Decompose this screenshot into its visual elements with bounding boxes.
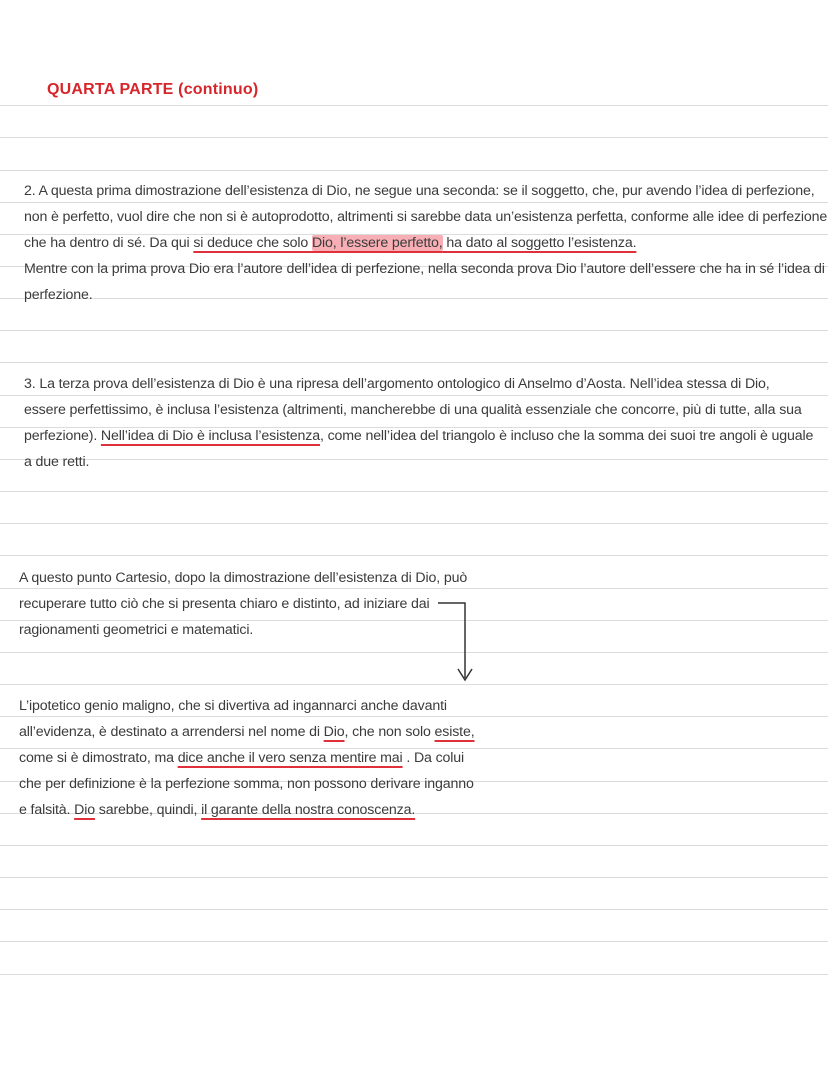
text-line: che per definizione è la perfezione somma, non possono derivare inganno xyxy=(19,776,474,792)
notebook-rule xyxy=(0,105,828,106)
text-span: e falsità. xyxy=(19,802,75,818)
text-line xyxy=(19,797,469,823)
notebook-rule xyxy=(0,555,828,556)
text-span: all’evidenza, è destinato a arrendersi nel nome di xyxy=(19,724,324,740)
notebook-rule xyxy=(0,652,828,653)
paragraph-genio-maligno xyxy=(19,693,475,823)
paragraph-cartesio xyxy=(19,565,469,643)
notebook-rule xyxy=(0,974,828,975)
underlined-text: ha dato al soggetto l’esistenza. xyxy=(442,235,637,251)
down-arrow-icon xyxy=(430,596,480,686)
text-line xyxy=(19,719,475,745)
text-span: , che non solo xyxy=(344,724,435,740)
notebook-rule xyxy=(0,684,828,685)
text-line: L’ipotetico genio maligno, che si divertiva ad ingannarci anche davanti xyxy=(19,698,447,714)
text-span: come si è dimostrato, ma xyxy=(19,750,178,766)
text-line xyxy=(24,423,814,449)
text-line: A questo punto Cartesio, dopo la dimostrazione dell’esistenza di Dio, può xyxy=(19,570,468,586)
notebook-rule xyxy=(0,845,828,846)
notebook-rule xyxy=(0,877,828,878)
highlighted-text: Dio, l’essere perfetto, xyxy=(311,235,443,251)
underlined-text: il garante della nostra conoscenza. xyxy=(201,802,416,818)
text-line xyxy=(24,230,814,256)
underlined-text: si deduce che solo xyxy=(193,235,312,251)
text-line: 3. La terza prova dell’esistenza di Dio è una ripresa dell’argomento ontologico di Anselmo d’Aosta. Nell’idea stessa di Dio, xyxy=(24,376,770,392)
underlined-text: Dio xyxy=(74,802,95,818)
text-line: perfezione. xyxy=(24,287,93,303)
text-line: a due retti. xyxy=(24,454,90,470)
notebook-rule xyxy=(0,491,828,492)
underlined-text: Dio xyxy=(323,724,345,740)
text-span: perfezione). xyxy=(24,428,101,444)
notebook-rule xyxy=(0,330,828,331)
text-line: essere perfettissimo, è inclusa l’esistenza (altrimenti, mancherebbe di una qualità essenziale che concorre, più di tutte, alla sua xyxy=(24,402,802,418)
text-line xyxy=(19,745,469,771)
page-title: QUARTA PARTE (continuo) xyxy=(47,81,259,98)
paragraph-second-proof xyxy=(24,178,828,308)
notebook-rule xyxy=(0,909,828,910)
text-line: recuperare tutto ciò che si presenta chiaro e distinto, ad iniziare dai xyxy=(19,596,430,612)
notebook-rule xyxy=(0,523,828,524)
text-line: ragionamenti geometrici e matematici. xyxy=(19,622,254,638)
underlined-text: esiste, xyxy=(434,724,475,740)
text-span: che ha dentro di sé. Da qui xyxy=(24,235,194,251)
notebook-rule xyxy=(0,137,828,138)
underlined-text: Nell’idea di Dio è inclusa l’esistenza xyxy=(100,428,320,444)
notebook-rule xyxy=(0,941,828,942)
notebook-rule xyxy=(0,362,828,363)
text-line: non è perfetto, vuol dire che non si è autoprodotto, altrimenti si sarebbe data un’esistenza perfetta, conforme alle idee di perfezione xyxy=(24,209,828,225)
text-span: sarebbe, quindi, xyxy=(94,802,202,818)
text-span: , come nell’idea del triangolo è incluso che la somma dei suoi tre angoli è uguale xyxy=(319,428,814,444)
text-line: 2. A questa prima dimostrazione dell’esistenza di Dio, ne segue una seconda: se il soggetto, che, pur avendo l’idea di perfezione, xyxy=(24,183,815,199)
notebook-rule xyxy=(0,170,828,171)
underlined-text: dice anche il vero senza mentire mai xyxy=(177,750,403,766)
text-span: . Da colui xyxy=(402,750,464,766)
text-line: Mentre con la prima prova Dio era l’autore dell’idea di perfezione, nella seconda prova Dio l’autore dell’essere che ha in sé l’idea di xyxy=(24,261,825,277)
paragraph-third-proof xyxy=(24,371,814,475)
